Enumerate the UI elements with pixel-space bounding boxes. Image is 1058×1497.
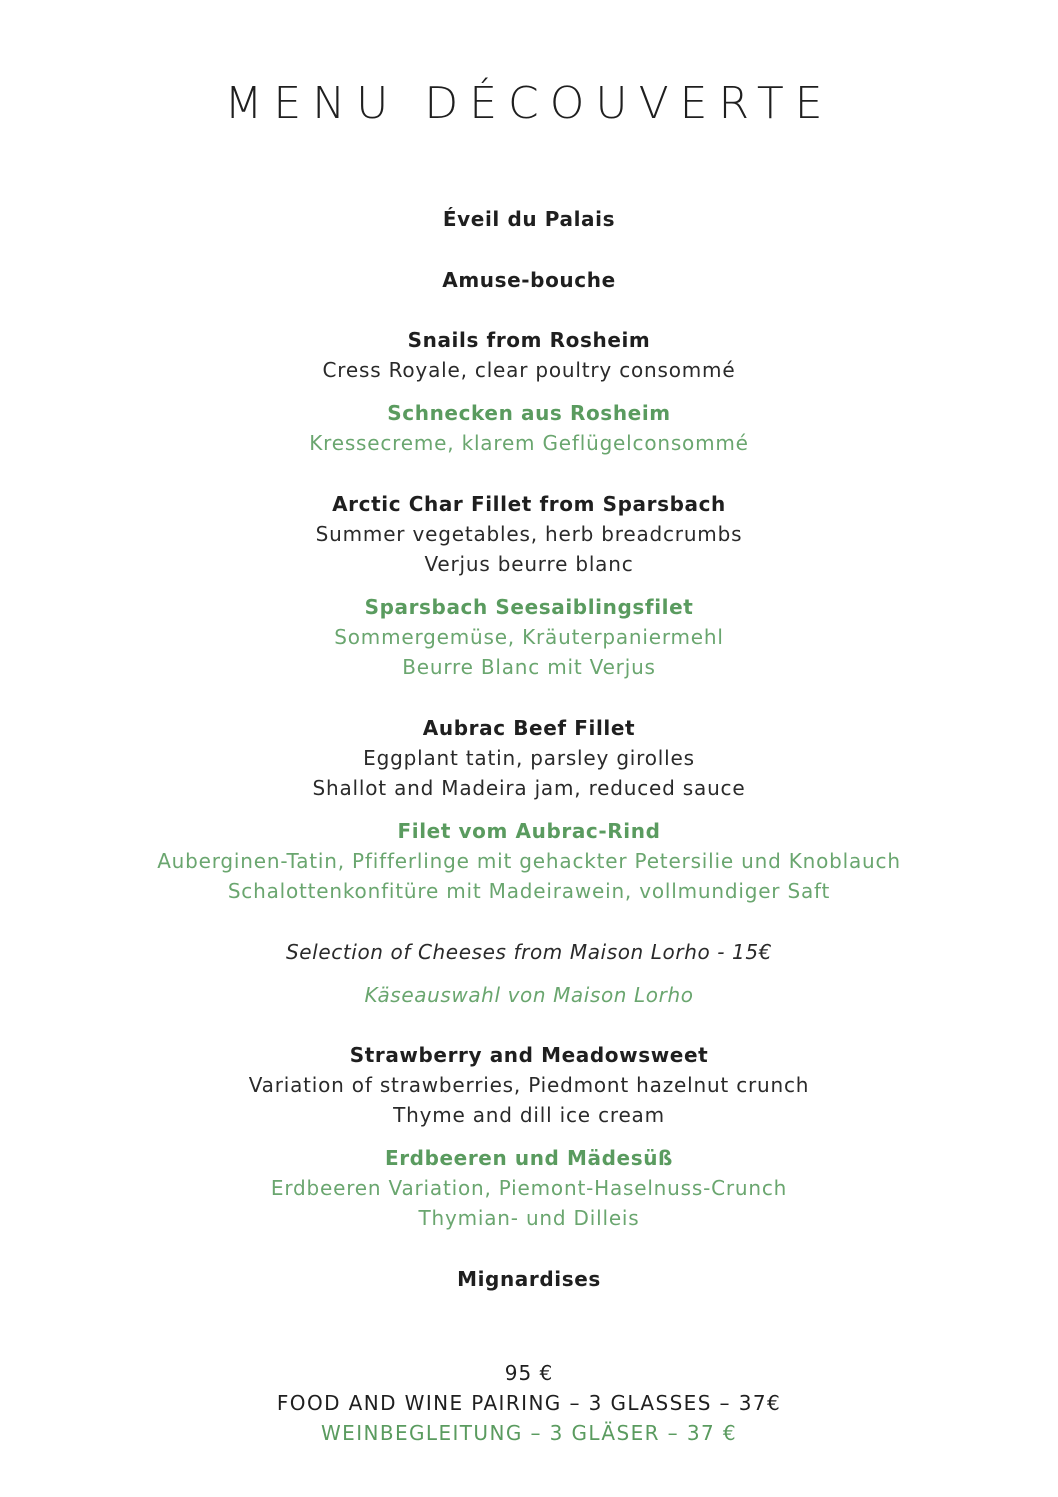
course-char-en: [0, 489, 1058, 579]
course-description-de: Kressecreme, klarem Geflügelconsommé: [309, 431, 749, 455]
eveil-du-palais: [0, 204, 1058, 234]
course-description: Summer vegetables, herb breadcrumbs: [315, 522, 743, 546]
page-title: MENU DÉCOUVERTE: [224, 78, 834, 129]
mignardises: [0, 1264, 1058, 1294]
course-description-de: Thymian- und Dilleis: [418, 1206, 640, 1230]
course-description: Thyme and dill ice cream: [393, 1103, 665, 1127]
course-title: Arctic Char Fillet from Sparsbach: [332, 492, 726, 516]
course-dessert-de: [0, 1143, 1058, 1233]
course-snails-en: [0, 325, 1058, 385]
course-title-de: Erdbeeren und Mädesüß: [384, 1146, 674, 1170]
amuse-bouche: [0, 265, 1058, 295]
mignardises-heading: Mignardises: [457, 1267, 601, 1291]
course-char-de: [0, 592, 1058, 682]
course-snails-de: [0, 398, 1058, 458]
course-description-de: Auberginen-Tatin, Pfifferlinge mit gehackter Petersilie und Knoblauch: [157, 849, 901, 873]
wine-pairing-de: WEINBEGLEITUNG – 3 GLÄSER – 37 €: [321, 1421, 737, 1445]
course-cheese-en: [0, 937, 1058, 967]
course-description-de: Sommergemüse, Kräuterpaniermehl: [334, 625, 724, 649]
course-title: Aubrac Beef Fillet: [422, 716, 636, 740]
course-description: Variation of strawberries, Piedmont hazelnut crunch: [248, 1073, 810, 1097]
course-description: Eggplant tatin, parsley girolles: [363, 746, 695, 770]
course-title: Strawberry and Meadowsweet: [349, 1043, 709, 1067]
course-title: Snails from Rosheim: [407, 328, 651, 352]
course-description: Shallot and Madeira jam, reduced sauce: [312, 776, 746, 800]
course-title-de: Sparsbach Seesaiblingsfilet: [364, 595, 694, 619]
cheese-line-de: Käseauswahl von Maison Lorho: [364, 983, 694, 1007]
wine-pairing-en: FOOD AND WINE PAIRING – 3 GLASSES – 37€: [276, 1391, 782, 1415]
course-cheese-de: [0, 980, 1058, 1010]
menu-footer: [0, 1358, 1058, 1448]
menu-price: 95 €: [504, 1361, 554, 1385]
course-title-de: Schnecken aus Rosheim: [387, 401, 671, 425]
course-description-de: Erdbeeren Variation, Piemont-Haselnuss-Crunch: [270, 1176, 788, 1200]
amuse-heading: Amuse-bouche: [442, 268, 616, 292]
course-description: Verjus beurre blanc: [424, 552, 634, 576]
cheese-line: Selection of Cheeses from Maison Lorho - 15€: [285, 940, 773, 964]
course-dessert-en: [0, 1040, 1058, 1130]
course-beef-en: [0, 713, 1058, 803]
course-beef-de: [0, 816, 1058, 906]
course-description: Cress Royale, clear poultry consommé: [322, 358, 736, 382]
course-description-de: Schalottenkonfitüre mit Madeirawein, vollmundiger Saft: [227, 879, 831, 903]
course-description-de: Beurre Blanc mit Verjus: [402, 655, 656, 679]
course-title-de: Filet vom Aubrac-Rind: [397, 819, 661, 843]
eveil-heading: Éveil du Palais: [442, 207, 616, 231]
